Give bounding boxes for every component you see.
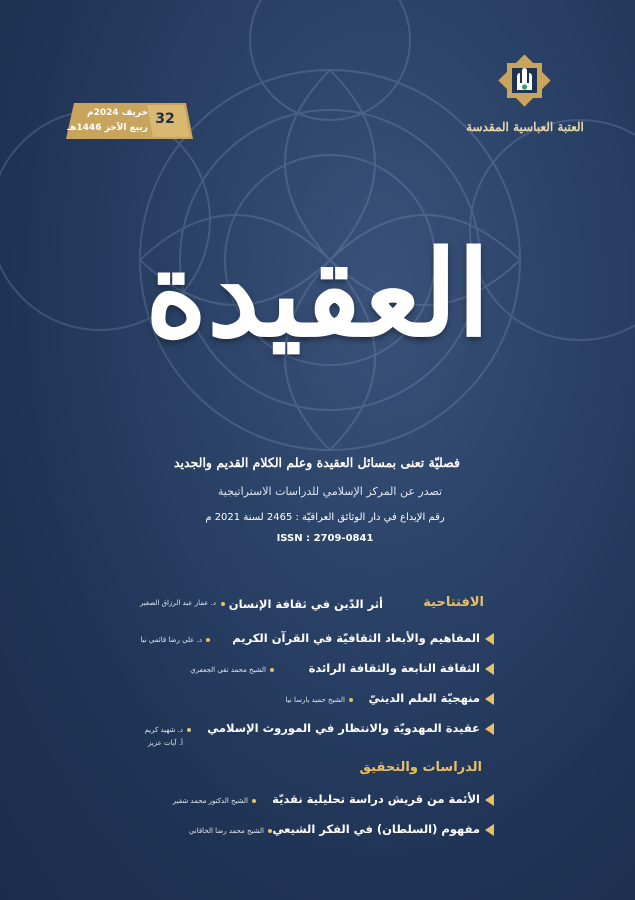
publisher-line: تصدر عن المركز الإسلامي للدراسات الاستراتيجية xyxy=(217,485,443,498)
issue-season: خريف 2024م xyxy=(87,108,148,118)
study-title: مفهوم (السلطان) في الفكر الشيعي xyxy=(272,822,480,836)
bullet-arrow-icon xyxy=(485,723,494,735)
entry-author: الشيخ محمد تقي الجعفري xyxy=(190,666,266,674)
entry-author: د. شهيد كريم xyxy=(144,726,183,734)
bullet-arrow-icon xyxy=(485,633,494,645)
opening-entry-title: أثر الدّين في ثقافة الإنسان xyxy=(228,597,383,611)
entry-author: د. علي رضا قائمي نيا xyxy=(140,636,202,644)
opening-entry-author: د. عمار عبد الرزاق الصغير xyxy=(139,599,216,607)
author-dot-icon xyxy=(349,698,353,702)
author-dot-icon xyxy=(206,638,210,642)
entry-author: الشيخ حميد بارسا نيا xyxy=(285,696,345,704)
section-title-studies: الدراسات والتحقيق xyxy=(359,760,482,775)
entry-title: عقيدة المهدويّة والانتظار في الموروث الإسلامي xyxy=(207,721,480,735)
bullet-arrow-icon xyxy=(485,693,494,705)
issuer-name: العتبة العباسية المقدسة xyxy=(466,120,584,134)
entry-title: المفاهيم والأبعاد الثقافيّة في القرآن الكريم xyxy=(232,631,480,645)
magazine-subtitle: فصليّة تعنى بمسائل العقيدة وعلم الكلام القديم والجديد xyxy=(173,455,460,470)
entry-author-second: أ. آيات عزيز xyxy=(147,739,183,747)
issue-number: 32 xyxy=(155,111,175,127)
author-dot-icon xyxy=(270,668,274,672)
shrine-logo-icon xyxy=(497,53,552,108)
author-dot-icon xyxy=(187,728,191,732)
issn: ISSN : 2709-0841 xyxy=(276,533,374,544)
section-title-opening: الافتتاحية xyxy=(423,595,484,610)
entry-title: منهجيّة العلم الدينيّ xyxy=(368,691,480,705)
entry-title: الثقافة التابعة والثقافة الرائدة xyxy=(308,661,480,675)
study-author: الشيخ الدكتور محمد شقير xyxy=(172,797,248,805)
study-title: الأئمة من قريش دراسة تحليلية نقديّة xyxy=(272,792,480,806)
bullet-arrow-icon xyxy=(485,663,494,675)
author-dot-icon xyxy=(252,799,256,803)
bullet-arrow-icon xyxy=(485,794,494,806)
deposit-number: رقم الإيداع في دار الوثائق العراقيّة : 2465 لسنة 2021 م xyxy=(205,512,445,523)
issue-hijri-date: ربيع الآخر 1446هـ xyxy=(67,123,148,133)
magazine-title: العقيدة xyxy=(145,224,490,363)
study-author: الشيخ محمد رضا الخاقاني xyxy=(188,827,264,835)
author-dot-icon xyxy=(221,602,225,606)
author-dot-icon xyxy=(268,829,272,833)
bullet-arrow-icon xyxy=(485,824,494,836)
